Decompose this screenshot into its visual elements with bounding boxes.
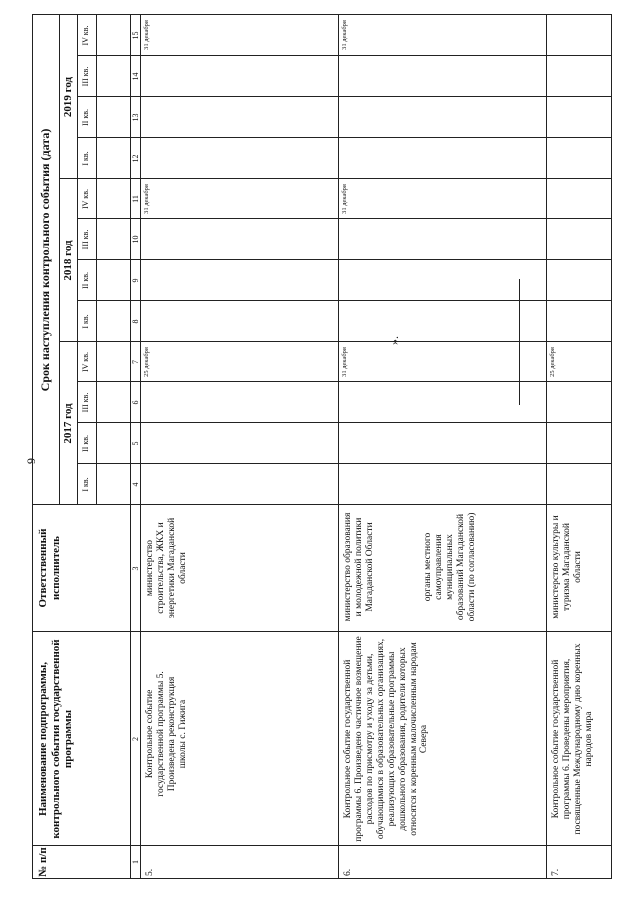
quarter-label: I кв. [81, 477, 90, 492]
column-number: 7 [131, 360, 140, 364]
quarter-label: II кв. [81, 109, 90, 126]
column-number: 8 [131, 319, 140, 324]
date-label: 25 декабря [549, 347, 556, 377]
executor: министерство строительства, ЖКХ и энергетики Магаданской области [145, 517, 188, 619]
column-number: 3 [131, 566, 140, 571]
date-label: 31 декабря [341, 184, 348, 214]
quarter-label: III кв. [81, 229, 90, 250]
closing-quote: ». [387, 336, 401, 345]
page-number: 9 [24, 458, 38, 464]
column-number: 9 [131, 278, 140, 283]
column-number: 11 [131, 195, 140, 203]
event-name: Контрольное событие государственной программы 5. Произведена реконструкция школы с. Гижига [145, 671, 188, 797]
column-number: 5 [131, 441, 140, 446]
quarter-label: IV кв. [81, 25, 90, 46]
row-number: 7. [551, 868, 561, 876]
closing-rule [519, 279, 520, 405]
row-number: 5. [145, 868, 155, 876]
year-2019: 2019 год [62, 76, 74, 118]
quarter-label: III кв. [81, 392, 90, 413]
executor-extra: органы местного самоуправления муниципальных образований Магаданской области (по согласованию) [423, 512, 477, 622]
date-label: 31 декабря [143, 20, 150, 50]
header-executor: Ответственный исполнитель [37, 528, 62, 608]
year-2018: 2018 год [62, 240, 74, 281]
header-name: Наименование подпрограммы, контрольного события государственной программы [37, 639, 75, 839]
column-number: 14 [131, 72, 140, 81]
quarter-label: IV кв. [81, 189, 90, 209]
quarter-label: III кв. [81, 66, 90, 87]
control-events-table [32, 14, 612, 879]
date-label: 25 декабря [143, 347, 150, 377]
column-number: 4 [131, 482, 140, 487]
date-label: 31 декабря [341, 347, 348, 377]
column-number: 13 [131, 113, 140, 122]
date-label: 31 декабря [143, 184, 150, 214]
executor: министерство культуры и туризма Магаданской области [551, 515, 583, 619]
quarter-label: IV кв. [81, 352, 90, 372]
column-number: 10 [131, 235, 140, 244]
quarter-label: II кв. [81, 435, 90, 452]
quarter-label: I кв. [81, 151, 90, 166]
header-deadline: Срок наступления контрольного события (дата) [38, 128, 52, 392]
column-number: 1 [131, 860, 140, 864]
column-number: 6 [131, 400, 140, 405]
event-name: Контрольное событие государственной программы 6. Проведены мероприятия, посвященные Международному дню коренных народов мира [551, 643, 594, 835]
column-number: 15 [131, 31, 140, 40]
event-name: Контрольное событие государственной программы 6. Произведено частичное возмещение расходов по присмотру и уходу за детьми, обучающимися в образовательных организациях, реализующих образовательные программы дошкольного образования, родители которых относятся к коренным малочисленным народам Севера [343, 636, 430, 842]
column-number: 12 [131, 154, 140, 163]
column-number: 2 [131, 737, 140, 741]
executor: министерство образования и молодежной политики Магаданской Области [343, 512, 375, 622]
date-label: 31 декабря [341, 20, 348, 50]
quarter-label: I кв. [81, 314, 90, 329]
row-number: 6. [343, 868, 353, 876]
year-2017: 2017 год [62, 403, 74, 444]
header-number: № п/п [37, 847, 49, 877]
quarter-label: II кв. [81, 272, 90, 289]
